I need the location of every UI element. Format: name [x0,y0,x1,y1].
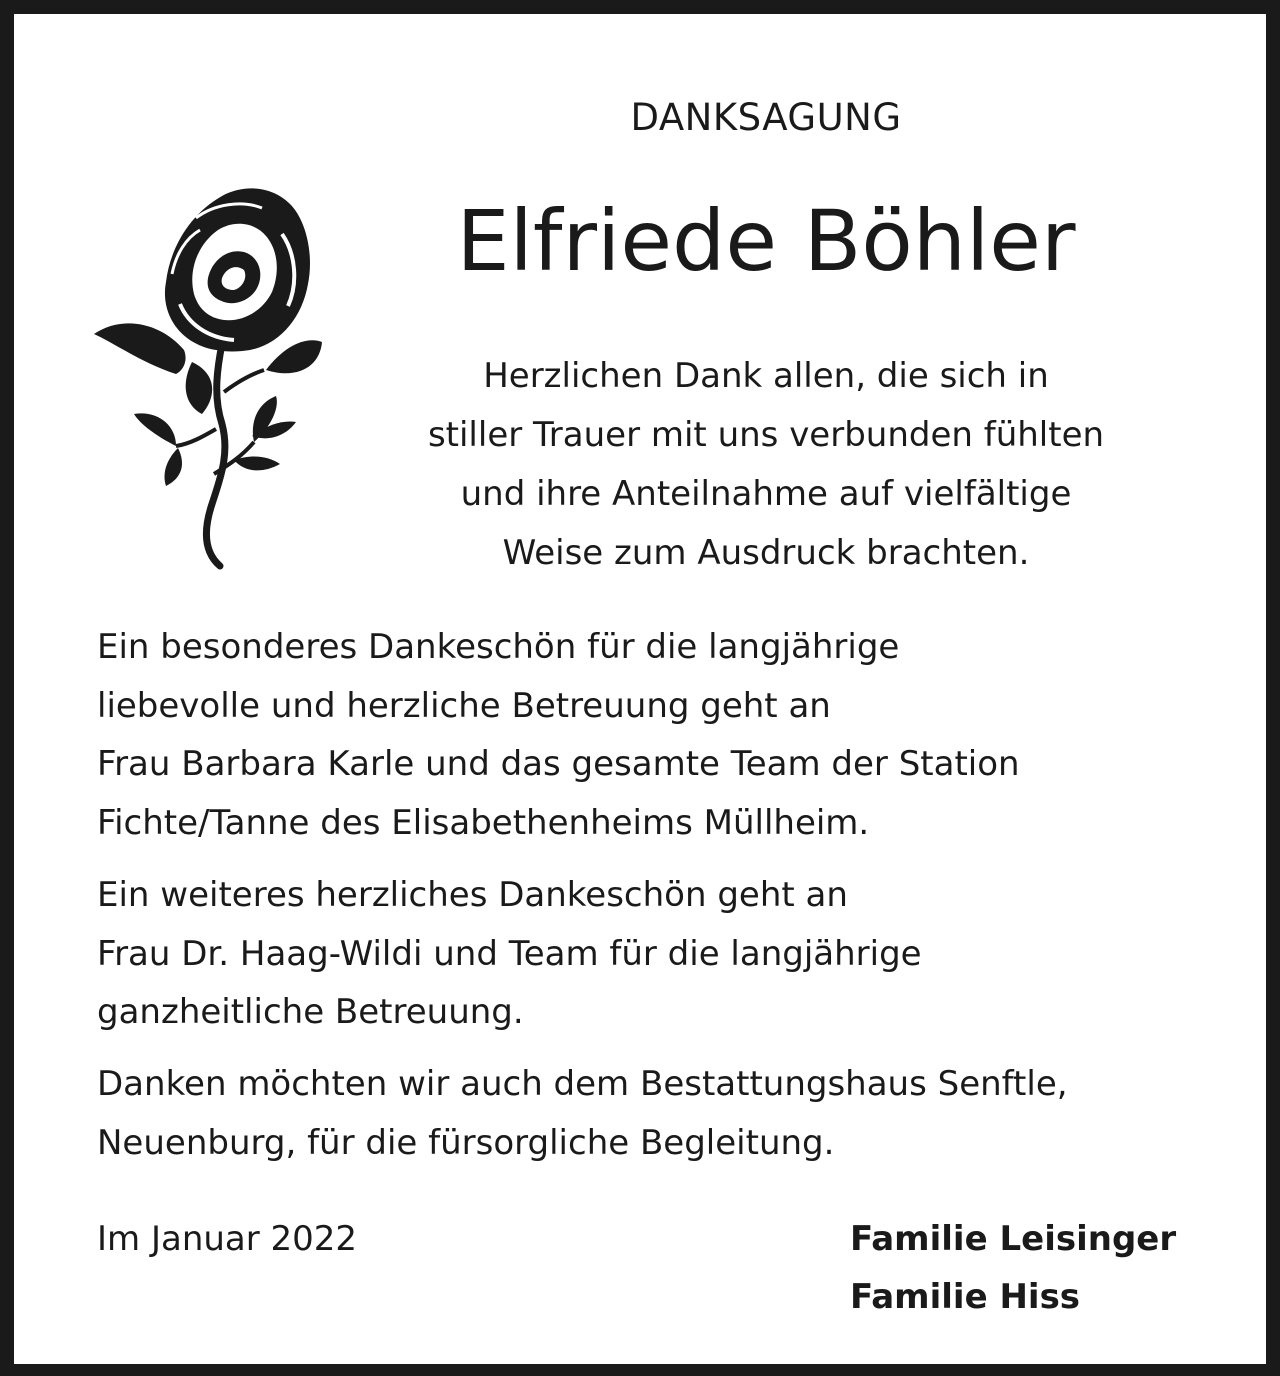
paragraph-line: Danken möchten wir auch dem Bestattungshaus Senftle, [97,1064,1068,1104]
paragraph-line: ganzheitliche Betreuung. [97,992,524,1032]
intro-text [394,347,1138,583]
notice-heading: DANKSAGUNG [630,96,902,139]
thanks-paragraph-funeral-home [97,1055,1217,1172]
rose-icon [84,174,334,574]
paragraph-line: Frau Dr. Haag-Wildi und Team für die langjährige [97,933,922,974]
intro-line: Herzlichen Dank allen, die sich in [483,356,1049,396]
signer-name: Familie Hiss [850,1277,1081,1317]
thanks-paragraph-doctor [97,866,1217,1042]
paragraph-line: Ein besonderes Dankeschön für die langjährige [97,627,900,667]
intro-line: Weise zum Ausdruck brachten. [502,533,1030,573]
paragraph-line: Frau Barbara Karle und das gesamte Team der Station [97,744,1020,784]
signer-name: Familie Leisinger [850,1219,1177,1259]
intro-line: stiller Trauer mit uns verbunden fühlten [427,415,1105,455]
paragraph-line: Ein weiteres herzliches Dankeschön geht an [97,875,848,915]
paragraph-line: liebevolle und herzliche Betreuung geht an [97,685,831,726]
deceased-name: Elfriede Böhler [456,192,1076,290]
notice-date: Im Januar 2022 [97,1219,358,1259]
signers [850,1210,1176,1326]
paragraph-line: Fichte/Tanne des Elisabethenheims Müllheim. [97,802,870,843]
thanks-paragraph-care-home [97,618,1217,852]
paragraph-line: Neuenburg, für die fürsorgliche Begleitung. [97,1122,835,1163]
intro-line: und ihre Anteilnahme auf vielfältige [460,474,1072,514]
